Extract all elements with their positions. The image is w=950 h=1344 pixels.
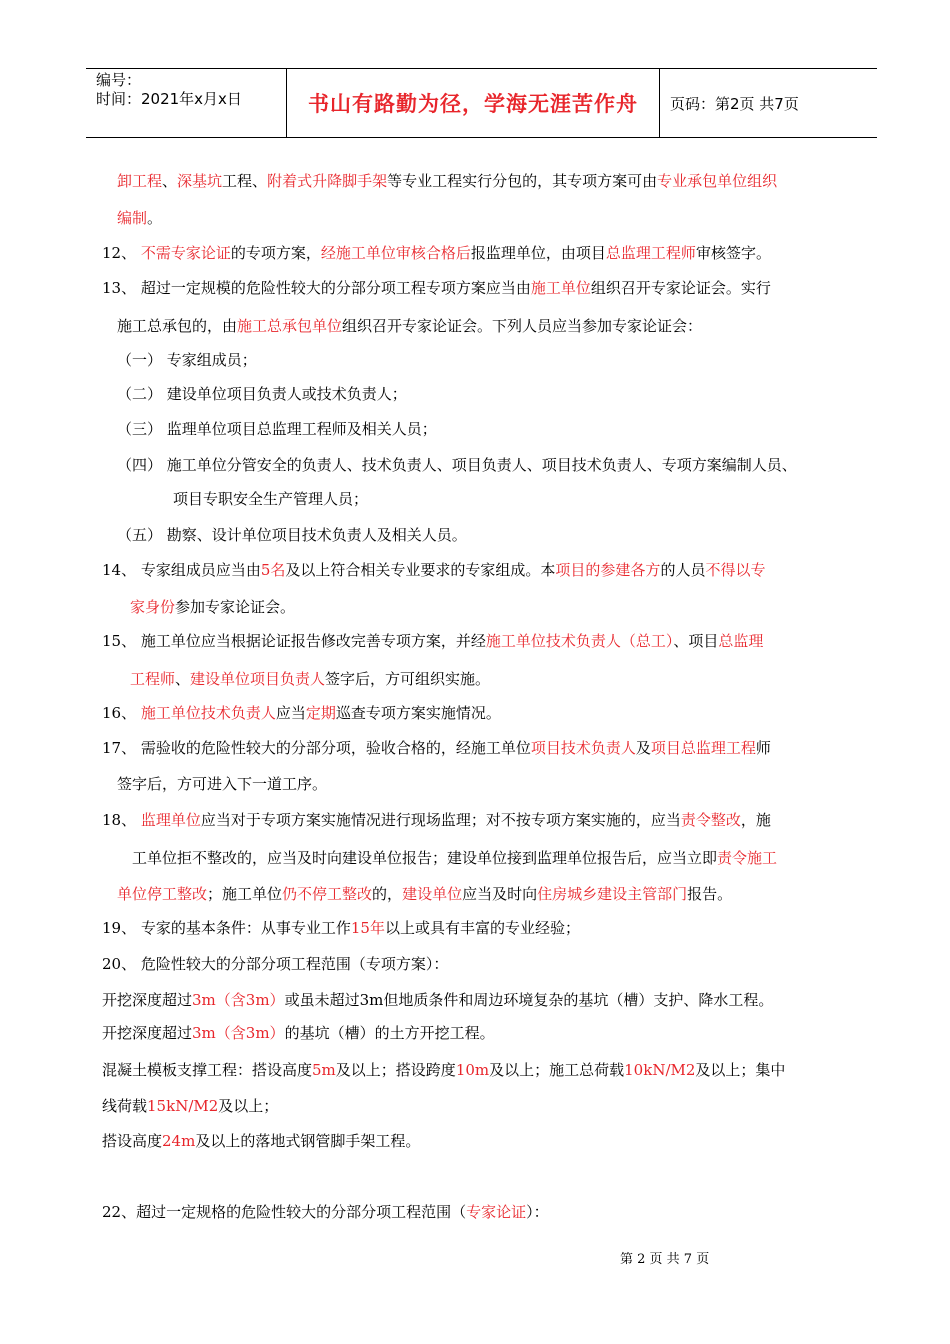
body-text: 及以上；施工总荷载 (489, 1061, 625, 1079)
body-text: 师 (755, 739, 771, 757)
highlight-text: 专业承包单位组织 (657, 172, 778, 190)
body-text: ）： (526, 1203, 549, 1221)
body-text: 开挖深度超过 (102, 991, 193, 1009)
highlight-text: 建设单位 (402, 885, 463, 903)
text-line (117, 208, 162, 228)
text-line (117, 525, 467, 545)
highlight-text: 不得以专 (705, 561, 766, 579)
body-text: 、 (175, 670, 191, 688)
body-text: 开挖深度超过 (102, 1024, 193, 1042)
body-text: 14、 专家组成员应当由 (102, 561, 261, 579)
text-line (102, 1131, 420, 1151)
body-text: 15、 施工单位应当根据论证报告修改完善专项方案，并经 (102, 632, 486, 650)
body-text: 审核签字。 (695, 244, 771, 262)
highlight-text: 附着式升降脚手架 (267, 172, 388, 190)
body-text: （五） 勘察、设计单位项目技术负责人及相关人员。 (117, 526, 467, 544)
highlight-text: 施工单位 (530, 279, 591, 297)
body-text: 等专业工程实行分包的，其专项方案可由 (387, 172, 658, 190)
body-text: 20、 危险性较大的分部分项工程范围（专项方案）： (102, 955, 449, 973)
body-text: 签字后，方可组织实施。 (325, 670, 491, 688)
highlight-text: 3m（含3m） (192, 1024, 285, 1042)
text-line (102, 810, 771, 830)
text-line (117, 350, 257, 370)
body-text: 及以上符合相关专业要求的专家组成。本 (285, 561, 556, 579)
highlight-text: 总监理 (718, 632, 764, 650)
text-line (132, 848, 777, 868)
text-line (117, 884, 732, 904)
highlight-text: 5名 (260, 561, 286, 579)
highlight-text: 责令整改 (680, 811, 741, 829)
page-footer: 第 2 页 共 7 页 (620, 1252, 710, 1267)
body-text: 13、 超过一定规模的危险性较大的分部分项工程专项方案应当由 (102, 279, 531, 297)
highlight-text: 10kN/M2 (624, 1061, 696, 1079)
body-text: 的人员 (660, 561, 706, 579)
text-line (102, 990, 773, 1010)
body-text: 报监理单位，由项目 (470, 244, 606, 262)
body-text: 、项目 (673, 632, 719, 650)
body-text: 19、 专家的基本条件：从事专业工作 (102, 919, 351, 937)
body-text: 或虽未超过3m但地质条件和周边环境复杂的基坑（槽）支护、降水工程。 (284, 991, 774, 1009)
highlight-text: 项目总监理工程 (650, 739, 756, 757)
body-text: 工程、 (222, 172, 268, 190)
body-text: 组织召开专家论证会。下列人员应当参加专家论证会： (342, 317, 703, 335)
body-text: 18、 (102, 811, 141, 829)
highlight-text: 卸工程 (117, 172, 163, 190)
header-meta (86, 69, 287, 137)
body-text: 应当对于专项方案实施情况进行现场监理；对不按专项方案实施的，应当 (200, 811, 681, 829)
highlight-text: 项目的参建各方 (555, 561, 661, 579)
highlight-text: 编制 (117, 209, 148, 227)
highlight-text: 监理单位 (140, 811, 201, 829)
text-line (117, 419, 437, 439)
text-line (102, 918, 580, 938)
body-text: 报告。 (687, 885, 733, 903)
body-text: 。 (147, 209, 163, 227)
text-line (102, 703, 501, 723)
highlight-text: 施工总承包单位 (237, 317, 343, 335)
text-line (117, 455, 797, 475)
text-line (102, 278, 771, 298)
doc-time-label: 时间：2021年x月x日 (96, 90, 242, 108)
body-text: 16、 (102, 704, 141, 722)
body-text: （二） 建设单位项目负责人或技术负责人； (117, 385, 407, 403)
body-text: 、 (162, 172, 178, 190)
highlight-text: 15kN/M2 (147, 1097, 219, 1115)
text-line (102, 1060, 785, 1080)
body-text: 巡查专项方案实施情况。 (335, 704, 501, 722)
highlight-text: 总监理工程师 (605, 244, 696, 262)
body-text: 12、 (102, 244, 141, 262)
text-line (102, 738, 771, 758)
body-text: 组织召开专家论证会。实行 (590, 279, 771, 297)
highlight-text: 工程师 (130, 670, 176, 688)
body-text: 应当 (275, 704, 306, 722)
doc-number-label: 编号： (96, 71, 142, 89)
body-text: 以上或具有丰富的专业经验； (384, 919, 580, 937)
body-text: ，施 (740, 811, 771, 829)
body-text: 参加专家论证会。 (175, 598, 296, 616)
body-text: （三） 监理单位项目总监理工程师及相关人员； (117, 420, 437, 438)
highlight-text: 定期 (305, 704, 336, 722)
highlight-text: 责令施工 (717, 849, 778, 867)
body-text: 的， (372, 885, 403, 903)
text-line (102, 560, 765, 580)
text-line (130, 669, 490, 689)
text-line (102, 1096, 278, 1116)
text-line (117, 316, 702, 336)
text-line (102, 1202, 549, 1222)
body-text: 及以上；集中 (695, 1061, 786, 1079)
body-text: 及以上；搭设跨度 (335, 1061, 456, 1079)
highlight-text: 项目技术负责人 (530, 739, 636, 757)
highlight-text: 15年 (350, 919, 385, 937)
body-text: 工单位拒不整改的，应当及时向建设单位报告；建设单位接到监理单位报告后，应当立即 (132, 849, 718, 867)
highlight-text: 24m (162, 1132, 196, 1150)
body-text: 及以上； (218, 1097, 279, 1115)
highlight-text: 10m (455, 1061, 490, 1079)
highlight-text: 单位停工整改 (117, 885, 208, 903)
highlight-text: 家身份 (130, 598, 176, 616)
body-text: （四） 施工单位分管安全的负责人、技术负责人、项目负责人、项目技术负责人、专项方案编制人员、 (117, 456, 797, 474)
body-text: 签字后，方可进入下一道工序。 (117, 775, 328, 793)
header-page-label: 页码：第2页 共7页 (670, 94, 799, 113)
highlight-text: 3m（含3m） (192, 991, 285, 1009)
highlight-text: 5m (312, 1061, 336, 1079)
highlight-text: 经施工单位审核合格后 (320, 244, 471, 262)
body-text: 的基坑（槽）的土方开挖工程。 (284, 1024, 495, 1042)
body-text: 搭设高度 (102, 1132, 163, 1150)
body-text: （一） 专家组成员； (117, 351, 257, 369)
highlight-text: 施工单位技术负责人（总工） (485, 632, 674, 650)
text-line (117, 774, 327, 794)
body-text: 的专项方案， (230, 244, 321, 262)
body-text: 应当及时向 (462, 885, 538, 903)
text-line (102, 243, 771, 263)
body-text: ；施工单位 (207, 885, 283, 903)
body-text: 及以上的落地式钢管脚手架工程。 (195, 1132, 421, 1150)
body-text: 及 (635, 739, 651, 757)
highlight-text: 仍不停工整改 (282, 885, 373, 903)
page-header (86, 68, 877, 138)
body-text: 混凝土模板支撑工程：搭设高度 (102, 1061, 313, 1079)
body-text: 22、超过一定规格的危险性较大的分部分项工程范围（ (102, 1203, 467, 1221)
highlight-text: 深基坑 (177, 172, 223, 190)
highlight-text: 不需专家论证 (140, 244, 231, 262)
header-motto: 书山有路勤为径，学海无涯苦作舟 (287, 69, 660, 137)
body-text: 线荷载 (102, 1097, 148, 1115)
highlight-text: 专家论证 (466, 1203, 527, 1221)
highlight-text: 施工单位技术负责人 (140, 704, 276, 722)
text-line (102, 1023, 495, 1043)
text-line (130, 597, 295, 617)
text-line (117, 171, 777, 191)
body-text: 项目专职安全生产管理人员； (173, 490, 369, 508)
body-text: 17、 需验收的危险性较大的分部分项，验收合格的，经施工单位 (102, 739, 531, 757)
text-line (117, 384, 407, 404)
highlight-text: 建设单位项目负责人 (190, 670, 326, 688)
text-line (173, 489, 368, 509)
body-text: 施工总承包的，由 (117, 317, 238, 335)
text-line (102, 631, 763, 651)
text-line (102, 954, 448, 974)
highlight-text: 住房城乡建设主管部门 (537, 885, 688, 903)
